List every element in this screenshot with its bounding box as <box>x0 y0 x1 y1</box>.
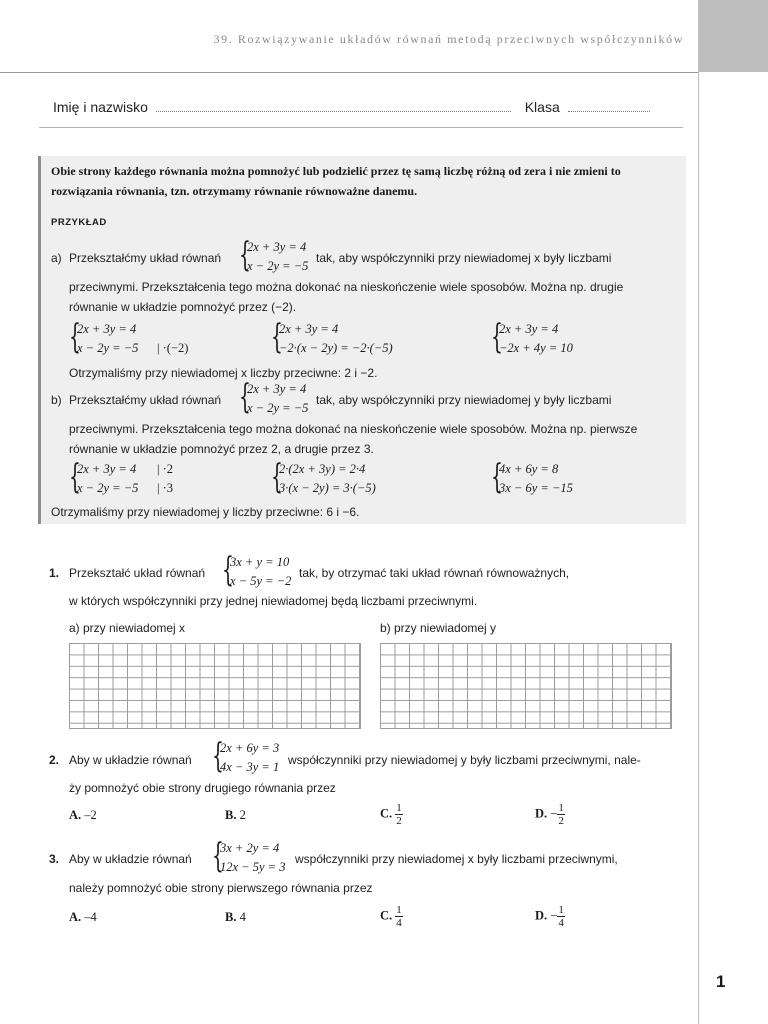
numerator: 1 <box>558 802 564 814</box>
equation: 12x − 5y = 3 <box>220 860 286 874</box>
side-margin <box>698 72 768 1024</box>
example-b-step1-operation-1: | ·2 <box>157 462 174 476</box>
header-divider <box>0 72 698 73</box>
example-a-marker: a) <box>51 251 62 265</box>
equation: 2x + 3y = 4 <box>499 322 559 336</box>
page-number: 1 <box>716 972 726 991</box>
option-label: D. <box>535 806 548 821</box>
example-a-step1-operation: | ·(−2) <box>157 341 189 355</box>
numerator: 1 <box>396 904 402 916</box>
numerator: 1 <box>558 904 564 916</box>
task-3-option-d[interactable] <box>535 904 565 929</box>
equation: 2x + 3y = 4 <box>77 322 137 336</box>
denominator: 4 <box>558 917 564 929</box>
equation: 4x − 3y = 1 <box>220 760 280 774</box>
equation: 3x + 2y = 4 <box>220 841 280 855</box>
equation: 4x + 6y = 8 <box>499 462 559 476</box>
task-1-number: 1. <box>49 566 60 580</box>
task-2-option-c[interactable] <box>380 802 403 827</box>
task-1-part-a-label: a) przy niewiadomej x <box>69 621 186 635</box>
example-b-step1-operation-2: | ·3 <box>157 481 174 495</box>
task-1-answer-grid-a[interactable] <box>69 643 361 729</box>
equation: 2x + 6y = 3 <box>220 741 280 755</box>
task-1-part-b-label: b) przy niewiadomej y <box>380 621 497 635</box>
example-b-lead: Przekształćmy układ równań <box>69 393 222 407</box>
option-label: B. <box>225 808 237 822</box>
equation: 2x + 3y = 4 <box>279 322 339 336</box>
example-a-lead: Przekształćmy układ równań <box>69 251 222 265</box>
task-1-answer-grid-b[interactable] <box>380 643 672 729</box>
task-3-option-b[interactable] <box>225 910 246 925</box>
option-value: –2 <box>84 808 97 822</box>
example-a-conclusion: Otrzymaliśmy przy niewiadomej x liczby przeciwne: 2 i −2. <box>69 366 378 380</box>
theory-intro: Obie strony każdego równania można pomnożyć lub podzielić przez tę samą liczbę różną od zera i nie zmieni to rozwiązania równania, tzn. otrzymamy równanie równoważne danemu. <box>51 164 621 198</box>
task-3-option-c[interactable] <box>380 904 403 929</box>
equation: 3x − 6y = −15 <box>499 481 573 495</box>
equation: 2x + 3y = 4 <box>77 462 137 476</box>
chapter-tab <box>698 0 768 72</box>
equation: −2·(x − 2y) = −2·(−5) <box>279 341 393 355</box>
equation: x − 2y = −5 <box>77 341 139 355</box>
option-label: A. <box>69 910 82 924</box>
student-info-row <box>53 99 683 115</box>
fraction <box>557 802 565 827</box>
example-b-line3: równanie w układzie pomnożyć przez 2, a drugie przez 3. <box>69 442 374 456</box>
class-field[interactable] <box>568 100 650 112</box>
equation: 3·(x − 2y) = 3·(−5) <box>279 481 376 495</box>
task-3-lead: Aby w układzie równań <box>69 852 192 866</box>
fraction <box>557 904 565 929</box>
equation: −2x + 4y = 10 <box>499 341 573 355</box>
option-label: C. <box>380 806 393 821</box>
equation: x − 2y = −5 <box>77 481 139 495</box>
example-a-line3: równanie w układzie pomnożyć przez (−2). <box>69 300 297 314</box>
fraction <box>395 802 403 827</box>
option-label: D. <box>535 908 548 923</box>
example-b-line2: przeciwnymi. Przekształcenia tego można dokonać na nieskończenie wiele sposobów. Można np. pierwsze <box>69 422 638 436</box>
example-a-tail: tak, aby współczynniki przy niewiadomej x były liczbami <box>316 251 612 265</box>
chapter-title: 39. Rozwiązywanie układów równań metodą przeciwnych współczynników <box>213 32 684 46</box>
equation: 2x + 3y = 4 <box>247 382 307 396</box>
task-2-option-d[interactable] <box>535 802 565 827</box>
example-b-tail: tak, aby współczynniki przy niewiadomej y były liczbami <box>316 393 612 407</box>
name-field[interactable] <box>156 100 511 112</box>
option-label: C. <box>380 908 393 923</box>
example-label: PRZYKŁAD <box>51 217 107 228</box>
option-value: 2 <box>239 808 246 822</box>
task-3-line2: należy pomnożyć obie strony pierwszego równania przez <box>69 881 373 895</box>
task-2-number: 2. <box>49 753 60 767</box>
numerator: 1 <box>396 802 402 814</box>
option-label: B. <box>225 910 237 924</box>
denominator: 4 <box>396 917 402 929</box>
example-b-marker: b) <box>51 393 62 407</box>
task-3-option-a[interactable] <box>69 910 97 925</box>
task-1-lead: Przekształć układ równań <box>69 566 206 580</box>
task-3-number: 3. <box>49 852 60 866</box>
class-label: Klasa <box>524 99 560 115</box>
equation: 2·(2x + 3y) = 2·4 <box>279 462 366 476</box>
equation: x − 5y = −2 <box>230 574 292 588</box>
example-b-conclusion: Otrzymaliśmy przy niewiadomej y liczby przeciwne: 6 i −6. <box>51 505 360 519</box>
option-value: –4 <box>84 910 97 924</box>
task-2-tail: współczynniki przy niewiadomej y były liczbami przeciwnymi, nale- <box>288 753 641 767</box>
task-2-option-a[interactable] <box>69 808 97 823</box>
fraction <box>395 904 403 929</box>
task-2-option-b[interactable] <box>225 808 246 823</box>
equation: 3x + y = 10 <box>230 555 290 569</box>
task-2-line2: ży pomnożyć obie strony drugiego równania przez <box>69 781 336 795</box>
example-a-line2: przeciwnymi. Przekształcenia tego można dokonać na nieskończenie wiele sposobów. Można np. drugie <box>69 280 624 294</box>
task-2-lead: Aby w układzie równań <box>69 753 192 767</box>
name-label: Imię i nazwisko <box>53 99 148 115</box>
denominator: 2 <box>396 815 402 827</box>
task-1-tail: tak, by otrzymać taki układ równań równoważnych, <box>299 566 570 580</box>
option-value: 4 <box>239 910 246 924</box>
task-3-tail: współczynniki przy niewiadomej x były liczbami przeciwnymi, <box>295 852 618 866</box>
task-1-line2: w których współczynniki przy jednej niewiadomej będą liczbami przeciwnymi. <box>69 594 478 608</box>
equation: x − 2y = −5 <box>247 259 309 273</box>
equation: 2x + 3y = 4 <box>247 240 307 254</box>
option-sign: − <box>550 908 558 923</box>
denominator: 2 <box>558 815 564 827</box>
equation: x − 2y = −5 <box>247 401 309 415</box>
name-divider <box>39 127 683 128</box>
option-label: A. <box>69 808 82 822</box>
option-sign: − <box>550 806 558 821</box>
